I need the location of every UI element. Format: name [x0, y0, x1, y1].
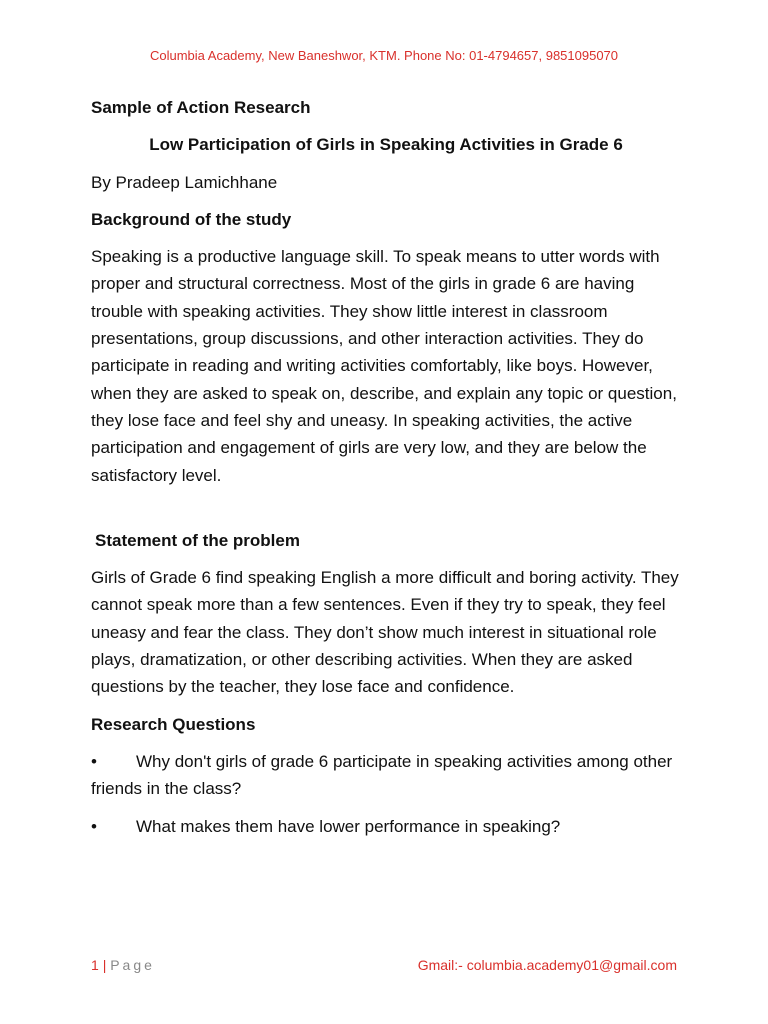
author-line: By Pradeep Lamichhane [91, 172, 278, 192]
footer-email: Gmail:- columbia.academy01@gmail.com [417, 957, 677, 973]
page-word: Page [110, 957, 155, 973]
question-text: What makes them have lower performance in speaking? [136, 816, 561, 836]
list-item [91, 813, 681, 840]
sample-title: Sample of Action Research [91, 98, 311, 117]
page-number-label [91, 957, 155, 973]
page-separator: | [102, 957, 107, 973]
background-paragraph: Speaking is a productive language skill. To speak means to utter words with proper and structural correctness. Most of the girls in grade 6 are having trouble with speaking activities. They show little interest in classroom presentations, group discussions, and other interaction activities. They do participate in reading and writing activities comfortably, like boys. However, when they are asked to speak on, describe, and explain any topic or question, they lose face and feel shy and uneasy. In speaking activities, the active participation and engagement of girls are very low, and they are below the satisfactory level. [91, 247, 677, 485]
document-body [91, 94, 681, 840]
bullet-icon: • [91, 816, 97, 836]
problem-heading: Statement of the problem [95, 530, 300, 550]
question-text: Why don't girls of grade 6 participate in speaking activities among other friends in the class? [91, 751, 673, 799]
main-title: Low Participation of Girls in Speaking Activities in Grade 6 [149, 135, 623, 155]
list-item [91, 748, 681, 803]
page-number: 1 [91, 957, 99, 973]
bullet-icon: • [91, 751, 97, 771]
background-heading: Background of the study [91, 209, 292, 229]
problem-paragraph: Girls of Grade 6 find speaking English a more difficult and boring activity. They cannot speak more than a few sentences. Even if they try to speak, they feel uneasy and fear the class. They don’t show much interest in situational role plays, dramatization, or other describing activities. When they are asked questions by the teacher, they lose face and confidence. [91, 568, 679, 697]
page-header: Columbia Academy, New Baneshwor, KTM. Phone No: 01-4794657, 9851095070 [149, 48, 619, 63]
questions-heading: Research Questions [91, 714, 256, 734]
